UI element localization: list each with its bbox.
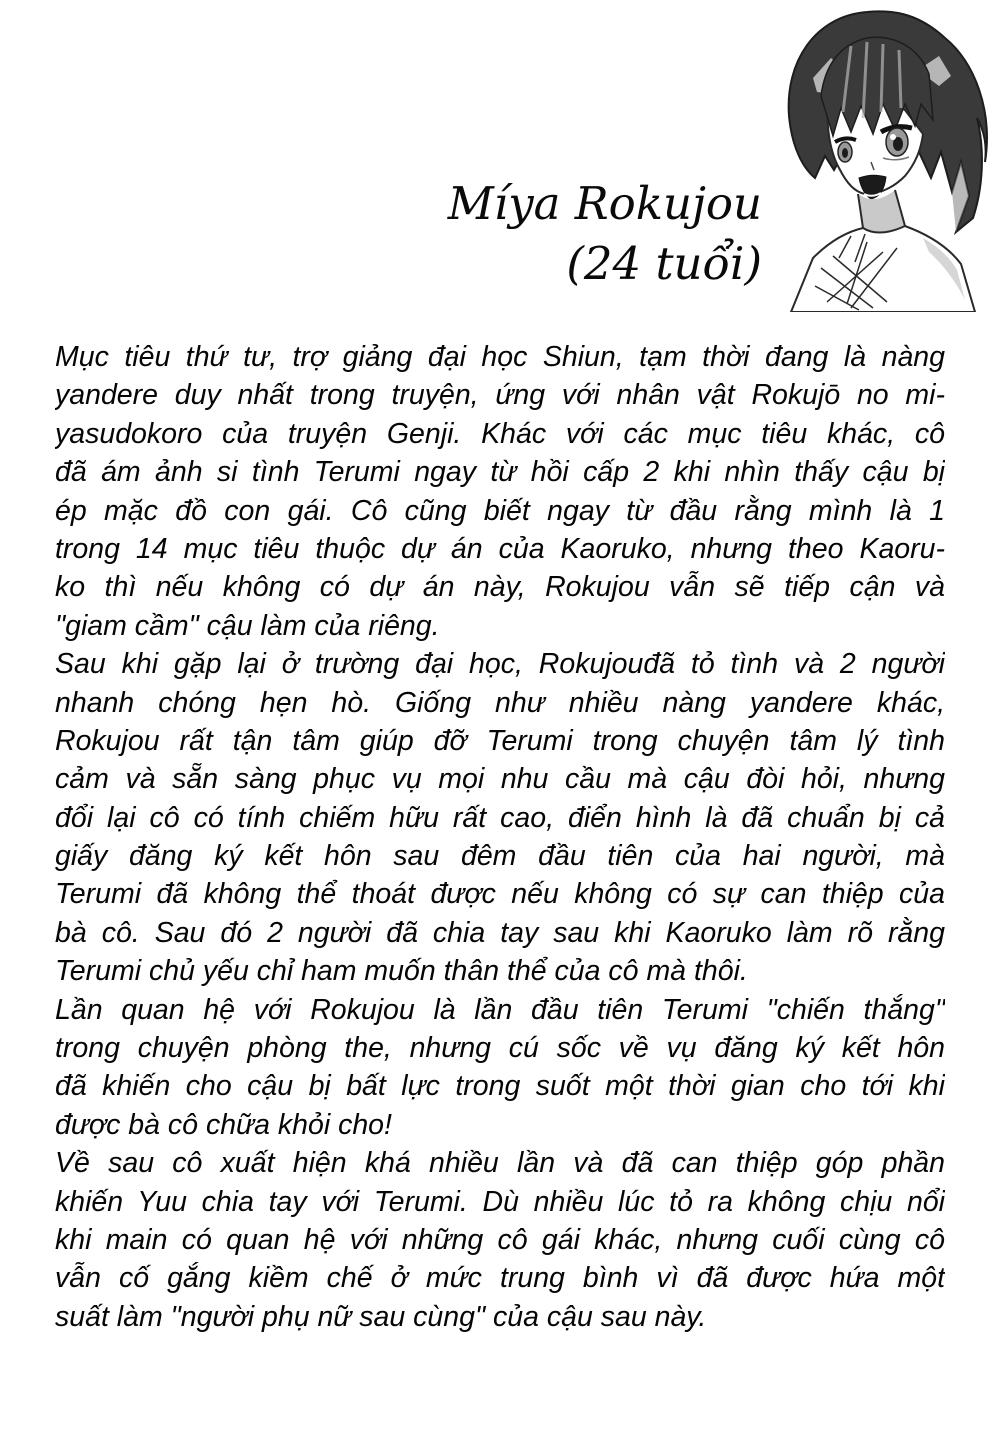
body-line: khi main có quan hệ với những cô gái khác, nhưng cuối cùng cô	[55, 1223, 945, 1256]
body-line: trong chuyện phòng the, nhưng cú sốc về vụ đăng ký kết hôn	[55, 1032, 945, 1065]
character-age: (24 tuổi)	[566, 237, 762, 290]
character-title	[448, 174, 762, 294]
body-line: được bà cô chữa khỏi cho!	[55, 1108, 392, 1141]
body-line: đã khiến cho cậu bị bất lực trong suốt một thời gian cho tới khi	[55, 1070, 945, 1103]
body-line: "giam cầm" cậu làm của riêng.	[55, 609, 440, 642]
body-line: ép mặc đồ con gái. Cô cũng biết ngay từ đầu rằng mình là 1	[55, 494, 945, 527]
body-line: cảm và sẵn sàng phục vụ mọi nhu cầu mà cậu đòi hỏi, nhưng	[55, 763, 945, 796]
body-line: Lần quan hệ với Rokujou là lần đầu tiên Terumi "chiến thắng"	[55, 993, 945, 1026]
body-line: giấy đăng ký kết hôn sau đêm đầu tiên của hai người, mà	[55, 840, 945, 873]
body-line: ko thì nếu không có dự án này, Rokujou vẫn sẽ tiếp cận và	[55, 571, 945, 604]
body-line: Terumi chủ yếu chỉ ham muốn thân thể của cô mà thôi.	[55, 955, 748, 988]
body-line: suất làm "người phụ nữ sau cùng" của cậu sau này.	[55, 1300, 707, 1333]
body-line: yasudokoro của truyện Genji. Khác với các mục tiêu khác, cô	[55, 417, 945, 450]
character-portrait-illustration	[755, 0, 990, 312]
body-line: đổi lại cô có tính chiếm hữu rất cao, điển hình là đã chuẩn bị cả	[55, 801, 945, 834]
body-line: bà cô. Sau đó 2 người đã chia tay sau khi Kaoruko làm rõ rằng	[55, 916, 945, 949]
body-line: vẫn cố gắng kiềm chế ở mức trung bình vì đã được hứa một	[55, 1262, 945, 1295]
body-line: Mục tiêu thứ tư, trợ giảng đại học Shiun, tạm thời đang là nàng	[55, 341, 945, 373]
body-line: Sau khi gặp lại ở trường đại học, Rokujouđã tỏ tình và 2 người	[55, 648, 945, 681]
character-name: Míya Rokujou	[447, 177, 762, 230]
body-line: trong 14 mục tiêu thuộc dự án của Kaoruko, nhưng theo Kaoru-	[55, 532, 945, 565]
body-line: Rokujou rất tận tâm giúp đỡ Terumi trong chuyện tâm lý tình	[55, 724, 945, 757]
body-line: nhanh chóng hẹn hò. Giống như nhiều nàng yandere khác,	[55, 686, 945, 719]
manga-girl-portrait-icon	[755, 0, 990, 312]
character-description	[55, 338, 945, 1336]
body-line: khiến Yuu chia tay với Terumi. Dù nhiều lúc tỏ ra không chịu nổi	[55, 1185, 945, 1218]
body-line: đã ám ảnh si tình Terumi ngay từ hồi cấp 2 khi nhìn thấy cậu bị	[55, 456, 945, 489]
body-line: Terumi đã không thể thoát được nếu không có sự can thiệp của	[55, 878, 945, 911]
body-line: Về sau cô xuất hiện khá nhiều lần và đã can thiệp góp phần	[55, 1147, 945, 1180]
body-line: yandere duy nhất trong truyện, ứng với nhân vật Rokujō no mi-	[55, 379, 945, 412]
